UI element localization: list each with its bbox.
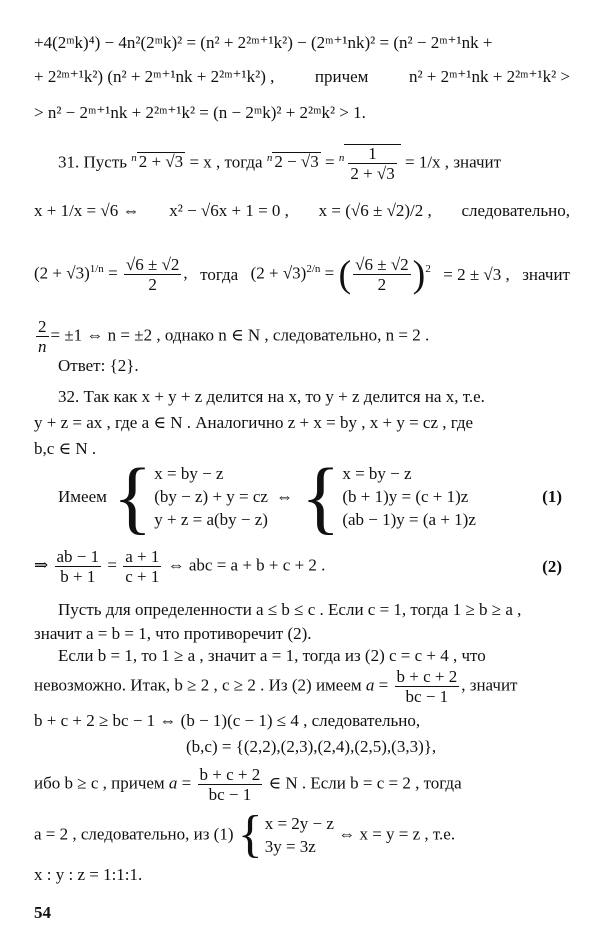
line-abc: ⇒ $\frac{ab - 1}{b + 1}$ = $\frac{a + 1}{c + 1}$ ⇔ abc = a + b + c + 2 . (2): [34, 547, 562, 586]
ratio-line: x : y : z = 1:1:1.: [34, 865, 143, 884]
line-3: > n² − 2ᵐ⁺¹nk + 2²ᵐ⁺¹k² = (n − 2ᵐk)² + 2²ᵐk² > 1.: [34, 103, 366, 122]
problem-32-line-3: b,c ∈ N .: [34, 439, 97, 458]
problem-32-line-1: 32. Так как x + y + z делится на x, то y + z делится на x, т.е.: [58, 387, 485, 406]
answer-31: Ответ: {2}.: [58, 356, 139, 375]
inequality-line: b + c + 2 ≥ bc − 1 ⇔ (b − 1)(c − 1) ≤ 4 , следовательно,: [34, 711, 421, 730]
paragraph-if-2: невозможно. Итак, b ≥ 2 , c ≥ 2 . Из (2) имеем a = $\frac{b + c + 2}{bc - 1}$ , значит: [34, 667, 518, 706]
line-2: + 2²ᵐ⁺¹k²) (n² + 2ᵐ⁺¹nk + 2²ᵐ⁺¹k²) , причем n² + 2ᵐ⁺¹nk + 2²ᵐ⁺¹k² >: [34, 67, 570, 86]
ibo-line: ибо b ≥ c , причем a = $\frac{b + c + 2}{bc - 1}$ ∈ N . Если b = c = 2 , тогда: [34, 765, 462, 804]
line-5: x + 1/x = √6 ⇔ x² − √6x + 1 = 0 , x = (√6 ± √2)/2 , следовательно,: [34, 201, 570, 220]
paragraph-if-1: Если b = 1, то 1 ≥ a , значит a = 1, тогда из (2) c = c + 4 , что: [58, 646, 486, 665]
line-1: +4(2ᵐk)⁴) − 4n²(2ᵐk)² = (n² + 2²ᵐ⁺¹k²) − (2ᵐ⁺¹nk)² = (n² − 2ᵐ⁺¹nk +: [34, 33, 493, 52]
system-block-1: Имеем { x = by − z (by − z) + y = cz y + z = a(by − z) ⇔ { x = by − z (b + 1)y = (c + 1)z (ab − 1)y = (a + 1)z (1): [58, 451, 562, 542]
paragraph-def-2: значит a = b = 1, что противоречит (2).: [34, 624, 312, 643]
page-number: 54: [34, 903, 51, 922]
set-line: (b,c) = {(2,2),(2,3),(2,4),(2,5),(3,3)},: [186, 737, 437, 756]
line-7: $\frac{2}{n}$ = ±1 ⇔ n = ±2 , однако n ∈ N , следовательно, n = 2 .: [38, 317, 430, 356]
paragraph-def-1: Пусть для определенности a ≤ b ≤ c . Если c = 1, тогда 1 ≥ b ≥ a ,: [58, 600, 522, 619]
problem-32-line-2: y + z = ax , где a ∈ N . Аналогично z + x = by , x + y = cz , где: [34, 413, 474, 432]
last-line: a = 2 , следовательно, из (1) { x = 2y − z 3y = 3z ⇔ x = y = z , т.е.: [34, 806, 456, 863]
problem-31-line: 31. Пусть $^n$ 2 + √3 = x , тогда $^n$ 2 − √3 = $^n$ $\frac{1}{2 + √3}$ = 1/x , значит: [58, 144, 502, 183]
line-6: $(2 + √3)^{1/n}$ = $\frac{√6 \pm √2}{2}$ , тогда $(2 + √3)^{2/n}$ = ( $\frac{√6 \pm √2}{2}$ )$^2$ = 2 ± √3 , значит: [34, 253, 570, 296]
